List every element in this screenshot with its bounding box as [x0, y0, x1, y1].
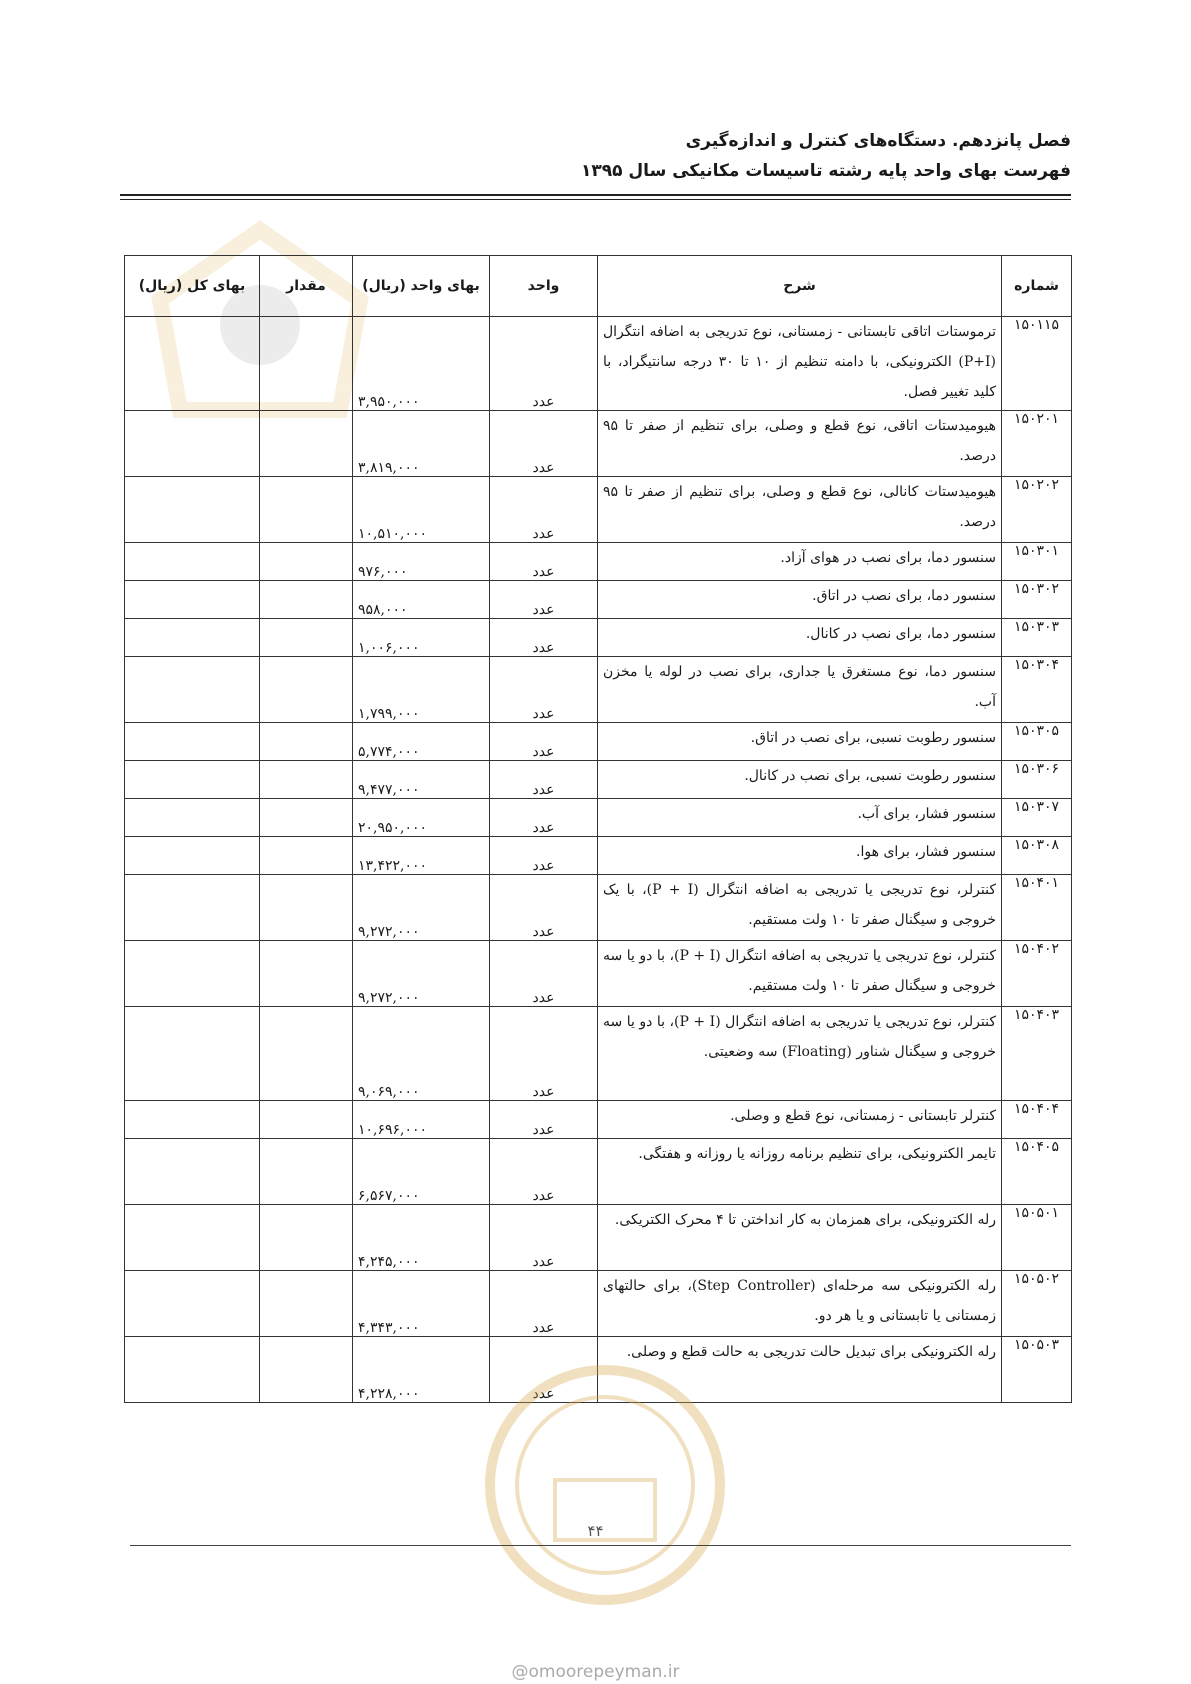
- table-row: [125, 1101, 1072, 1139]
- item-description: کنترلر تابستانی - زمستانی، نوع قطع و وصلی.: [598, 1101, 1002, 1139]
- item-code: ۱۵۰۵۰۲: [1002, 1271, 1072, 1337]
- item-unit-price: ۹,۴۷۷,۰۰۰: [353, 761, 490, 799]
- footer-rule: [130, 1545, 1071, 1546]
- item-total-price: [125, 317, 260, 411]
- item-description: کنترلر، نوع تدریجی یا تدریجی به اضافه انتگرال (P + I)، با یک خروجی و سیگنال صفر تا ۱۰ ولت مستقیم.: [598, 875, 1002, 941]
- item-total-price: [125, 1139, 260, 1205]
- item-total-price: [125, 1271, 260, 1337]
- item-unit-price: ۹۷۶,۰۰۰: [353, 543, 490, 581]
- item-code: ۱۵۰۵۰۱: [1002, 1205, 1072, 1271]
- item-total-price: [125, 1101, 260, 1139]
- table-row: [125, 1007, 1072, 1101]
- item-code: ۱۵۰۴۰۵: [1002, 1139, 1072, 1205]
- item-description: تایمر الکترونیکی، برای تنظیم برنامه روزانه یا روزانه و هفتگی.: [598, 1139, 1002, 1205]
- item-unit: عدد: [490, 1271, 598, 1337]
- item-code: ۱۵۰۳۰۲: [1002, 581, 1072, 619]
- item-unit: عدد: [490, 619, 598, 657]
- item-total-price: [125, 1205, 260, 1271]
- item-description: هیومیدستات کانالی، نوع قطع و وصلی، برای تنظیم از صفر تا ۹۵ درصد.: [598, 477, 1002, 543]
- item-total-price: [125, 1337, 260, 1403]
- item-unit-price: ۱۰,۵۱۰,۰۰۰: [353, 477, 490, 543]
- item-unit: عدد: [490, 657, 598, 723]
- header-unit: واحد: [490, 256, 598, 317]
- item-unit-price: ۶,۵۶۷,۰۰۰: [353, 1139, 490, 1205]
- item-unit-price: ۹,۲۷۲,۰۰۰: [353, 875, 490, 941]
- item-description: سنسور رطوبت نسبی، برای نصب در کانال.: [598, 761, 1002, 799]
- table-row: [125, 317, 1072, 411]
- item-unit-price: ۱,۰۰۶,۰۰۰: [353, 619, 490, 657]
- chapter-title: فصل پانزدهم. دستگاه‌های کنترل و اندازه‌گیری: [685, 131, 1071, 151]
- table-row: [125, 581, 1072, 619]
- item-unit-price: ۴,۲۲۸,۰۰۰: [353, 1337, 490, 1403]
- item-description: سنسور رطوبت نسبی، برای نصب در اتاق.: [598, 723, 1002, 761]
- item-quantity: [260, 1007, 353, 1101]
- item-total-price: [125, 477, 260, 543]
- item-unit: عدد: [490, 1337, 598, 1403]
- item-description: سنسور فشار، برای آب.: [598, 799, 1002, 837]
- item-quantity: [260, 799, 353, 837]
- item-total-price: [125, 619, 260, 657]
- item-description: رله الکترونیکی برای تبدیل حالت تدریجی به حالت قطع و وصلی.: [598, 1337, 1002, 1403]
- item-quantity: [260, 581, 353, 619]
- item-quantity: [260, 657, 353, 723]
- item-quantity: [260, 837, 353, 875]
- item-quantity: [260, 1205, 353, 1271]
- item-unit-price: ۱,۷۹۹,۰۰۰: [353, 657, 490, 723]
- item-unit: عدد: [490, 723, 598, 761]
- item-total-price: [125, 543, 260, 581]
- item-code: ۱۵۰۴۰۲: [1002, 941, 1072, 1007]
- item-total-price: [125, 581, 260, 619]
- item-quantity: [260, 543, 353, 581]
- item-unit: عدد: [490, 477, 598, 543]
- table-row: [125, 799, 1072, 837]
- item-quantity: [260, 1271, 353, 1337]
- item-unit-price: ۳,۸۱۹,۰۰۰: [353, 411, 490, 477]
- item-description: سنسور دما، برای نصب در هوای آزاد.: [598, 543, 1002, 581]
- item-quantity: [260, 875, 353, 941]
- item-quantity: [260, 317, 353, 411]
- item-total-price: [125, 411, 260, 477]
- item-quantity: [260, 411, 353, 477]
- item-total-price: [125, 941, 260, 1007]
- table-row: [125, 619, 1072, 657]
- item-quantity: [260, 619, 353, 657]
- item-code: ۱۵۰۳۰۵: [1002, 723, 1072, 761]
- table-row: [125, 837, 1072, 875]
- item-description: سنسور دما، نوع مستغرق یا جداری، برای نصب در لوله یا مخزن آب.: [598, 657, 1002, 723]
- table-row: [125, 875, 1072, 941]
- header-quantity: مقدار: [260, 256, 353, 317]
- item-total-price: [125, 837, 260, 875]
- item-quantity: [260, 1337, 353, 1403]
- item-quantity: [260, 761, 353, 799]
- item-code: ۱۵۰۳۰۳: [1002, 619, 1072, 657]
- item-unit-price: ۵,۷۷۴,۰۰۰: [353, 723, 490, 761]
- item-description: رله الکترونیکی، برای همزمان به کار انداختن تا ۴ محرک الکتریکی.: [598, 1205, 1002, 1271]
- item-unit: عدد: [490, 1101, 598, 1139]
- item-quantity: [260, 941, 353, 1007]
- item-total-price: [125, 761, 260, 799]
- item-code: ۱۵۰۲۰۲: [1002, 477, 1072, 543]
- item-code: ۱۵۰۴۰۱: [1002, 875, 1072, 941]
- item-total-price: [125, 799, 260, 837]
- item-unit: عدد: [490, 1139, 598, 1205]
- item-code: ۱۵۰۱۱۵: [1002, 317, 1072, 411]
- table-row: [125, 761, 1072, 799]
- item-unit: عدد: [490, 799, 598, 837]
- item-unit: عدد: [490, 317, 598, 411]
- item-code: ۱۵۰۵۰۳: [1002, 1337, 1072, 1403]
- item-total-price: [125, 875, 260, 941]
- item-code: ۱۵۰۳۰۴: [1002, 657, 1072, 723]
- item-unit-price: ۱۰,۶۹۶,۰۰۰: [353, 1101, 490, 1139]
- header-rule: [120, 194, 1071, 196]
- item-unit-price: ۲۰,۹۵۰,۰۰۰: [353, 799, 490, 837]
- table-row: [125, 411, 1072, 477]
- header-desc: شرح: [598, 256, 1002, 317]
- item-quantity: [260, 723, 353, 761]
- item-code: ۱۵۰۳۰۱: [1002, 543, 1072, 581]
- header-total-price: بهای کل (ریال): [125, 256, 260, 317]
- website-watermark: @omoorepeyman.ir: [511, 1662, 680, 1682]
- item-description: سنسور فشار، برای هوا.: [598, 837, 1002, 875]
- table-row: [125, 1139, 1072, 1205]
- item-unit-price: ۹,۲۷۲,۰۰۰: [353, 941, 490, 1007]
- item-unit: عدد: [490, 761, 598, 799]
- item-unit: عدد: [490, 1007, 598, 1101]
- item-description: سنسور دما، برای نصب در اتاق.: [598, 581, 1002, 619]
- item-unit: عدد: [490, 837, 598, 875]
- table-row: [125, 1271, 1072, 1337]
- header-unit-price: بهای واحد (ریال): [353, 256, 490, 317]
- item-code: ۱۵۰۳۰۸: [1002, 837, 1072, 875]
- header-code: شماره: [1002, 256, 1072, 317]
- item-total-price: [125, 723, 260, 761]
- item-code: ۱۵۰۴۰۳: [1002, 1007, 1072, 1101]
- table-row: [125, 477, 1072, 543]
- item-description: کنترلر، نوع تدریجی یا تدریجی به اضافه انتگرال (P + I)، با دو یا سه خروجی و سیگنال صفر تا ۱۰ ولت مستقیم.: [598, 941, 1002, 1007]
- item-quantity: [260, 1139, 353, 1205]
- item-unit: عدد: [490, 543, 598, 581]
- item-unit: عدد: [490, 581, 598, 619]
- item-unit: عدد: [490, 1205, 598, 1271]
- item-code: ۱۵۰۳۰۷: [1002, 799, 1072, 837]
- item-total-price: [125, 1007, 260, 1101]
- header-rule-thin: [120, 199, 1071, 200]
- seal-watermark: [480, 1360, 730, 1610]
- item-total-price: [125, 657, 260, 723]
- item-description: کنترلر، نوع تدریجی یا تدریجی به اضافه انتگرال (P + I)، با دو یا سه خروجی و سیگنال شناور (Floating) سه وضعیتی.: [598, 1007, 1002, 1101]
- table-row: [125, 723, 1072, 761]
- item-description: هیومیدستات اتاقی، نوع قطع و وصلی، برای تنظیم از صفر تا ۹۵ درصد.: [598, 411, 1002, 477]
- table-row: [125, 1205, 1072, 1271]
- item-unit-price: ۹۵۸,۰۰۰: [353, 581, 490, 619]
- item-description: رله الکترونیکی سه مرحله‌ای (Step Controller)، برای حالتهای زمستانی یا تابستانی و یا هر دو.: [598, 1271, 1002, 1337]
- item-code: ۱۵۰۴۰۴: [1002, 1101, 1072, 1139]
- item-unit-price: ۴,۳۴۳,۰۰۰: [353, 1271, 490, 1337]
- item-unit-price: ۴,۲۴۵,۰۰۰: [353, 1205, 490, 1271]
- item-unit: عدد: [490, 875, 598, 941]
- item-description: سنسور دما، برای نصب در کانال.: [598, 619, 1002, 657]
- table-header-row: [125, 256, 1072, 317]
- page-number: ۴۴: [587, 1522, 604, 1540]
- item-unit-price: ۳,۹۵۰,۰۰۰: [353, 317, 490, 411]
- item-unit-price: ۹,۰۶۹,۰۰۰: [353, 1007, 490, 1101]
- price-table: [124, 255, 1072, 1403]
- item-quantity: [260, 1101, 353, 1139]
- page-header: [121, 128, 1071, 184]
- item-description: ترموستات اتاقی تابستانی - زمستانی، نوع تدریجی به اضافه انتگرال (P+I) الکترونیکی، با دامنه تنظیم از ۱۰ تا ۳۰ درجه سانتیگراد، با کلید تغییر فصل.: [598, 317, 1002, 411]
- table-row: [125, 543, 1072, 581]
- item-unit: عدد: [490, 411, 598, 477]
- table-row: [125, 657, 1072, 723]
- item-unit: عدد: [490, 941, 598, 1007]
- item-code: ۱۵۰۲۰۱: [1002, 411, 1072, 477]
- item-unit-price: ۱۳,۴۲۲,۰۰۰: [353, 837, 490, 875]
- list-title: فهرست بهای واحد پایه رشته تاسیسات مکانیکی سال ۱۳۹۵: [581, 161, 1071, 181]
- item-quantity: [260, 477, 353, 543]
- item-code: ۱۵۰۳۰۶: [1002, 761, 1072, 799]
- table-row: [125, 941, 1072, 1007]
